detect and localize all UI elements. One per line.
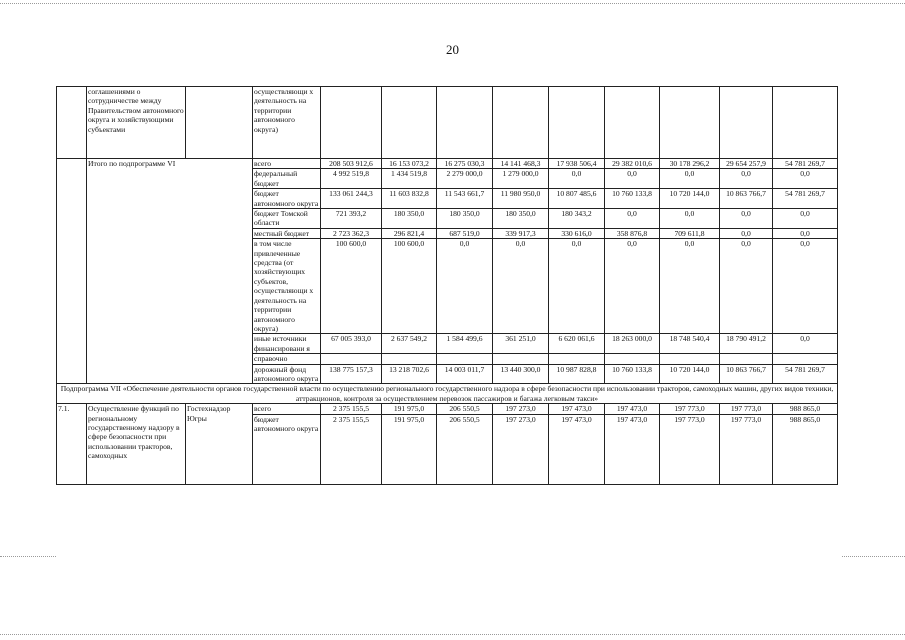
value-cell: 17 938 506,4 [549, 159, 605, 169]
value-cell: 11 603 832,8 [382, 189, 437, 209]
value-cell: 180 350,0 [382, 209, 437, 229]
value-cell: 197 773,0 [720, 404, 773, 414]
item-number: 7.1. [57, 404, 87, 484]
value-cell: 18 748 540,4 [660, 334, 720, 354]
value-cell: 687 519,0 [437, 228, 493, 238]
value-cell: 0,0 [720, 169, 773, 189]
value-cell [321, 354, 382, 364]
value-cell: 296 821,4 [382, 228, 437, 238]
value-cell: 721 393,2 [321, 209, 382, 229]
value-cell: 0,0 [773, 209, 838, 229]
right-fold-mark [842, 556, 905, 557]
value-cell: 0,0 [773, 239, 838, 334]
value-cell: 330 616,0 [549, 228, 605, 238]
value-cell: 197 773,0 [720, 414, 773, 484]
table-cell [660, 87, 720, 159]
value-cell: 10 987 828,8 [549, 364, 605, 384]
value-cell: 10 720 144,0 [660, 189, 720, 209]
value-cell: 18 790 491,2 [720, 334, 773, 354]
value-cell: 2 723 362,3 [321, 228, 382, 238]
table-row [57, 384, 838, 404]
value-cell: 0,0 [773, 228, 838, 238]
table-cell [321, 87, 382, 159]
value-cell: 6 620 061,6 [549, 334, 605, 354]
source-label: справочно [253, 354, 321, 364]
value-cell [382, 354, 437, 364]
value-cell: 208 503 912,6 [321, 159, 382, 169]
value-cell: 54 781 269,7 [773, 159, 838, 169]
value-cell: 138 775 157,3 [321, 364, 382, 384]
table-cell: соглашениями о сотрудничестве между Правительством автономного округа и хозяйствующими субъектами [87, 87, 186, 159]
value-cell: 2 637 549,2 [382, 334, 437, 354]
item-executor: Гостехнадзор Югры [186, 404, 253, 484]
value-cell: 197 473,0 [549, 414, 605, 484]
value-cell: 197 473,0 [605, 414, 660, 484]
value-cell: 0,0 [773, 169, 838, 189]
value-cell: 197 773,0 [660, 414, 720, 484]
value-cell: 0,0 [437, 239, 493, 334]
value-cell: 361 251,0 [493, 334, 549, 354]
value-cell: 197 273,0 [493, 414, 549, 484]
value-cell: 197 473,0 [549, 404, 605, 414]
table-cell [186, 87, 253, 159]
subprogram-vi-total-label: Итого по подпрограмме VI [87, 159, 253, 384]
value-cell: 0,0 [720, 239, 773, 334]
value-cell: 10 807 485,6 [549, 189, 605, 209]
value-cell: 0,0 [549, 169, 605, 189]
value-cell: 2 375 155,5 [321, 414, 382, 484]
value-cell: 206 550,5 [437, 414, 493, 484]
value-cell [493, 354, 549, 364]
source-label: бюджет автономного округа [253, 189, 321, 209]
value-cell [437, 354, 493, 364]
value-cell: 67 005 393,0 [321, 334, 382, 354]
value-cell: 0,0 [660, 239, 720, 334]
value-cell: 54 781 269,7 [773, 189, 838, 209]
value-cell: 0,0 [720, 209, 773, 229]
value-cell: 133 061 244,3 [321, 189, 382, 209]
table-cell: осуществляющи х деятельность на территории автономного округа) [253, 87, 321, 159]
page-number: 20 [446, 42, 459, 57]
table-row [57, 87, 838, 159]
value-cell: 2 279 000,0 [437, 169, 493, 189]
source-label: иные источники финансировани я [253, 334, 321, 354]
value-cell: 54 781 269,7 [773, 364, 838, 384]
value-cell: 197 273,0 [493, 404, 549, 414]
source-label: в том числе привлеченные средства (от хозяйствующих субъектов, осуществляющи х деятельность на территории автономного округа) [253, 239, 321, 334]
source-label: бюджет Томской области [253, 209, 321, 229]
value-cell: 0,0 [549, 239, 605, 334]
value-cell: 13 440 300,0 [493, 364, 549, 384]
value-cell: 30 178 296,2 [660, 159, 720, 169]
table-cell [493, 87, 549, 159]
value-cell [773, 354, 838, 364]
value-cell: 14 141 468,3 [493, 159, 549, 169]
value-cell [605, 354, 660, 364]
source-label: всего [253, 404, 321, 414]
value-cell: 988 865,0 [773, 404, 838, 414]
budget-table [56, 86, 838, 485]
source-label: федеральный бюджет [253, 169, 321, 189]
value-cell: 29 382 010,6 [605, 159, 660, 169]
value-cell: 10 760 133,8 [605, 189, 660, 209]
item-name: Осуществление функций по региональному государственному надзору в сфере безопасности при использовании тракторов, самоходных [87, 404, 186, 484]
value-cell: 191 975,0 [382, 404, 437, 414]
value-cell: 206 550,5 [437, 404, 493, 414]
table-cell [437, 87, 493, 159]
value-cell: 0,0 [720, 228, 773, 238]
value-cell: 709 611,8 [660, 228, 720, 238]
value-cell [660, 354, 720, 364]
value-cell: 180 343,2 [549, 209, 605, 229]
table-cell [720, 87, 773, 159]
value-cell: 11 980 950,0 [493, 189, 549, 209]
source-label: всего [253, 159, 321, 169]
value-cell: 18 263 000,0 [605, 334, 660, 354]
top-scan-edge [0, 3, 905, 4]
value-cell: 180 350,0 [493, 209, 549, 229]
table-cell [549, 87, 605, 159]
value-cell: 0,0 [605, 209, 660, 229]
bottom-scan-edge [0, 634, 905, 635]
value-cell: 0,0 [605, 169, 660, 189]
table-cell [382, 87, 437, 159]
table-row [57, 159, 838, 169]
table-cell [605, 87, 660, 159]
left-fold-mark [0, 556, 56, 557]
value-cell: 191 975,0 [382, 414, 437, 484]
value-cell: 197 473,0 [605, 404, 660, 414]
value-cell: 1 279 000,0 [493, 169, 549, 189]
source-label: местный бюджет [253, 228, 321, 238]
value-cell: 0,0 [493, 239, 549, 334]
value-cell: 0,0 [605, 239, 660, 334]
value-cell: 2 375 155,5 [321, 404, 382, 414]
value-cell: 339 917,3 [493, 228, 549, 238]
value-cell: 988 865,0 [773, 414, 838, 484]
value-cell: 1 584 499,6 [437, 334, 493, 354]
table-cell [773, 87, 838, 159]
value-cell: 0,0 [660, 169, 720, 189]
value-cell: 358 876,8 [605, 228, 660, 238]
value-cell [549, 354, 605, 364]
value-cell: 4 992 519,8 [321, 169, 382, 189]
value-cell: 10 760 133,8 [605, 364, 660, 384]
value-cell: 1 434 519,8 [382, 169, 437, 189]
value-cell: 13 218 702,6 [382, 364, 437, 384]
value-cell: 100 600,0 [321, 239, 382, 334]
value-cell: 16 153 073,2 [382, 159, 437, 169]
value-cell: 29 654 257,9 [720, 159, 773, 169]
value-cell: 10 863 766,7 [720, 189, 773, 209]
value-cell: 100 600,0 [382, 239, 437, 334]
value-cell: 11 543 661,7 [437, 189, 493, 209]
table-cell [57, 87, 87, 159]
value-cell: 14 003 011,7 [437, 364, 493, 384]
value-cell: 16 275 030,3 [437, 159, 493, 169]
table-row [57, 404, 838, 414]
table-cell [57, 159, 87, 384]
value-cell: 0,0 [660, 209, 720, 229]
subprogram-vii-heading: Подпрограмма VII «Обеспечение деятельности органов государственной власти по осуществлению регионального государственного надзора в сфере безопасности при использовании тракторов, самоходных машин, других видов техники, аттракционов, контроля за осуществлением перевозок пассажиров и багажа легковым такси» [57, 384, 838, 404]
source-label: бюджет автономного округа [253, 414, 321, 484]
value-cell: 10 863 766,7 [720, 364, 773, 384]
value-cell [720, 354, 773, 364]
source-label: дорожный фонд автономного округа [253, 364, 321, 384]
value-cell: 0,0 [773, 334, 838, 354]
value-cell: 197 773,0 [660, 404, 720, 414]
value-cell: 10 720 144,0 [660, 364, 720, 384]
value-cell: 180 350,0 [437, 209, 493, 229]
